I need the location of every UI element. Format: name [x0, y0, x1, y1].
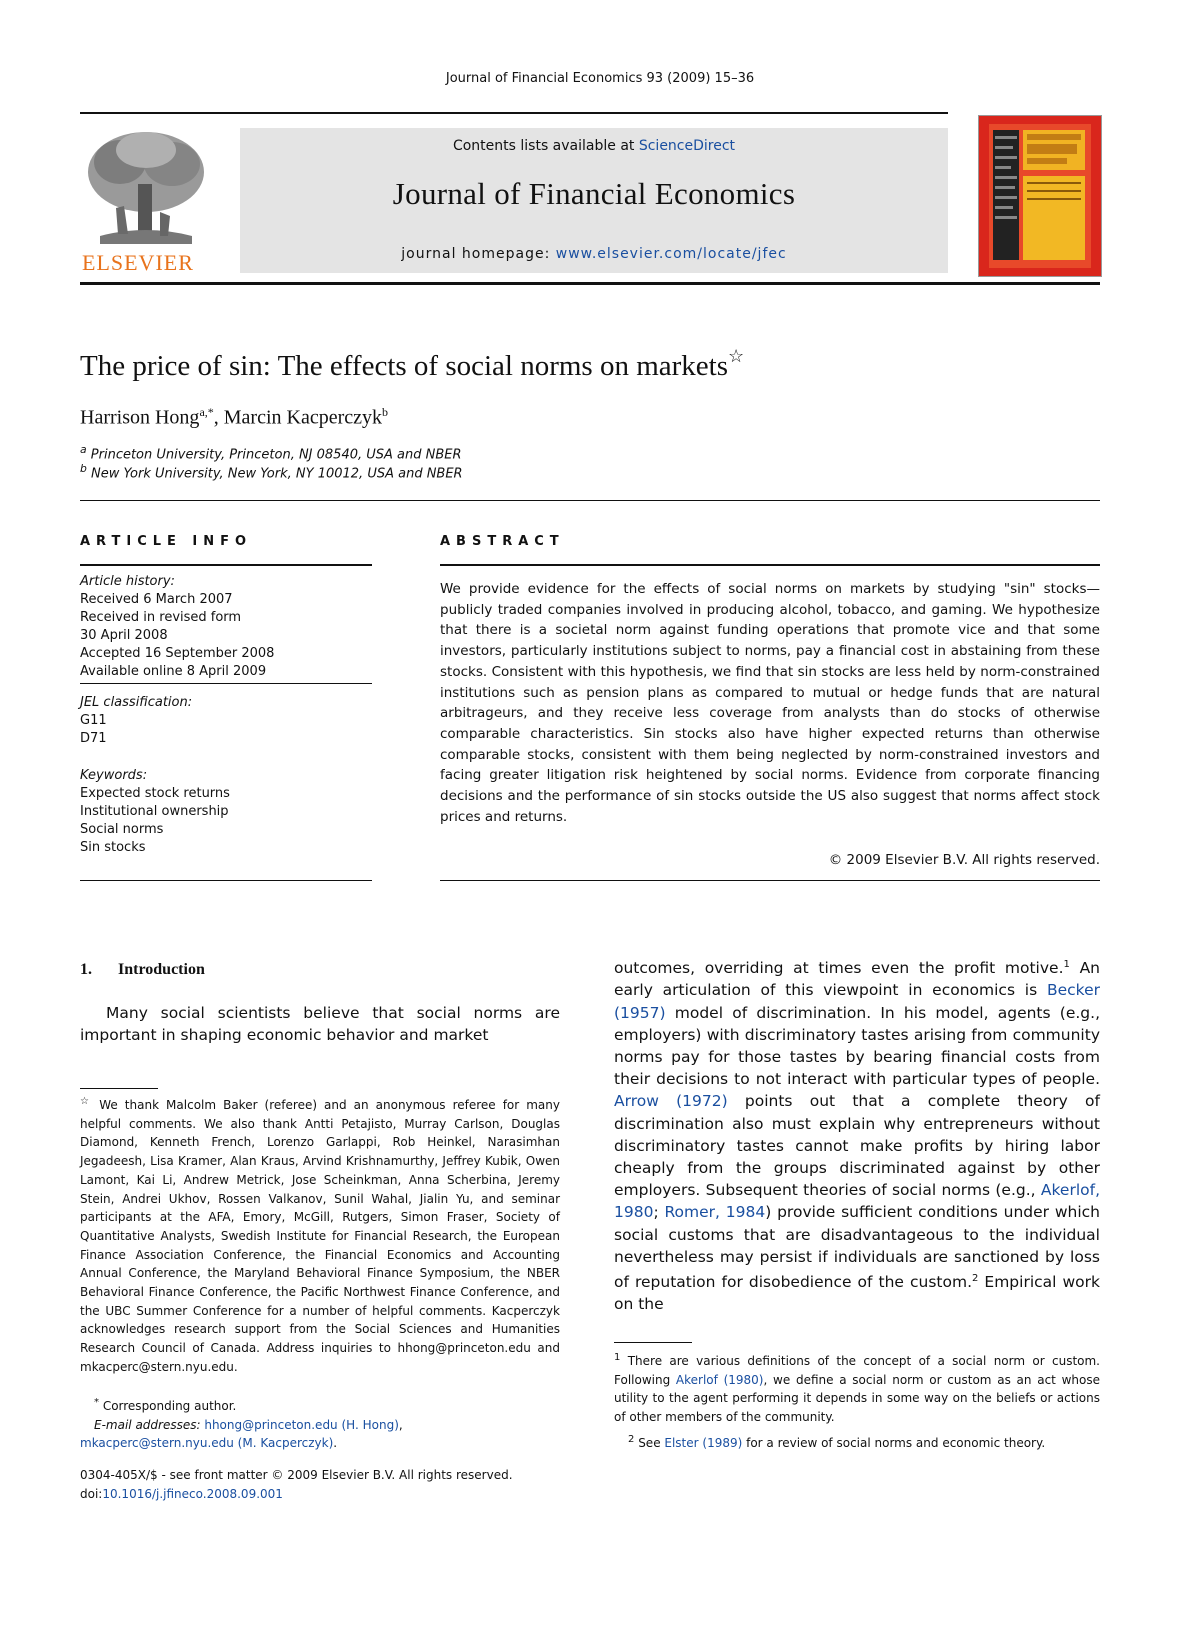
article-info-heading: ARTICLE INFO [80, 534, 253, 549]
doi-link[interactable]: 10.1016/j.jfineco.2008.09.001 [102, 1487, 283, 1501]
abstract-heading: ABSTRACT [440, 534, 565, 549]
journal-masthead [240, 128, 948, 273]
info-rule-bottom [80, 880, 372, 881]
author-separator: , [213, 406, 224, 429]
info-rule-mid [80, 683, 372, 684]
abstract-rule-top [440, 564, 1100, 566]
footnote-ref[interactable]: 2 [972, 1273, 979, 1284]
citation-link[interactable]: Elster (1989) [664, 1436, 743, 1450]
section-heading: Introduction [118, 961, 205, 978]
abstract-text: We provide evidence for the effects of social norms on markets by studying "sin" stocks—publicly traded companies involved in producing alcohol, tobacco, and gaming. We hypothesize that there is a societal norm against funding operations that promote vice and that some investors, particularly institutions subject to norms, pay a financial cost in abstaining from these stocks. Consistent with this hypothesis, we find that sin stocks are less held by norm-constrained institutions such as pension plans as compared to mutual or hedge funds that are natural arbitrageurs, and they receive less coverage from analysts than do stocks of otherwise comparable characteristics. Sin stocks also have higher expected returns than otherwise comparable stocks, consistent with them being neglected by norm-constrained investors and facing greater litigation risk heightened by social norms. Evidence from corporate financing decisions and the performance of sin stocks outside the US also suggest that norms affect stock prices and returns. [440, 581, 1100, 825]
body-text: points out that a complete theory of discrimination also must explain why entrepreneurs without discriminatory tastes cannot make profits by hiring labor cheaply from the groups discriminated against by other employers. Subsequent theories of social norms (e.g., [614, 1092, 1100, 1200]
acknowledgement-footnote [80, 1093, 560, 1377]
contents-prefix: Contents lists available at [452, 138, 639, 154]
citation-link[interactable]: Becker (1957) [614, 981, 1100, 1022]
abstract-copyright: © 2009 Elsevier B.V. All rights reserved. [828, 852, 1100, 868]
front-matter [80, 1466, 560, 1504]
citation-link[interactable]: Arrow (1972) [614, 1092, 728, 1111]
intro-right-column [614, 954, 1100, 1316]
footnote-text: for a review of social norms and economic theory. [742, 1436, 1046, 1450]
abstract-rule-bottom [440, 880, 1100, 881]
intro-paragraph: Many social scientists believe that social norms are important in shaping economic behavior and market [80, 1004, 560, 1044]
footnote-text: We thank Malcolm Baker (referee) and an anonymous referee for many helpful comments. We also thank Antti Petajisto, Murray Carlson, Douglas Diamond, Kenneth French, Lorenzo Garlappi, Rob Heinkel, Narasimhan Jegadeesh, Lisa Kramer, Alan Kraus, Arvind Krishnamurthy, Jeffrey Kubik, Owen Lamont, Kai Li, Andrew Metrick, Jose Scheinkman, Anna Scherbina, Jeremy Stein, Andrei Ukhov, Rossen Valkanov, Sunil Wahal, Jialin Yu, and seminar participants at the AFA, Emory, McGill, Rutgers, Simon Fraser, Society of Quantitative Analysts, Swedish Institute for Financial Research, the European Finance Association Conference, the Financial Economics and Accounting Annual Conference, the Maryland Behavioral Finance Symposium, the NBER Behavioral Finance Conference, the Pacific Northwest Finance Conference, and the UBC Summer Conference for a number of helpful comments. Kacperczyk acknowledges research support from the Social Sciences and Humanities Research Council of Canada. Address inquiries to hhong@princeton.edu and mkacperc@stern.nyu.edu. [80, 1098, 560, 1374]
front-matter-text: 0304-405X/$ - see front matter © 2009 Elsevier B.V. All rights reserved. [80, 1468, 513, 1482]
footnote-mark: 2 [628, 1434, 635, 1445]
sciencedirect-link[interactable]: ScienceDirect [638, 138, 736, 154]
title-footnote-mark[interactable]: ☆ [728, 346, 745, 366]
running-head: Journal of Financial Economics 93 (2009) 15–36 [445, 71, 755, 86]
footnote-1 [614, 1349, 1100, 1426]
history-item: 30 April 2008 [80, 628, 168, 643]
footnote-text: Corresponding author. [99, 1399, 237, 1413]
journal-name: Journal of Financial Economics [392, 176, 796, 211]
footnote-rule [614, 1342, 692, 1343]
title-block-rule [80, 500, 1100, 501]
doi-label: doi: [80, 1487, 103, 1501]
citation-link[interactable]: Akerlof, 1980 [614, 1181, 1100, 1222]
body-text: An early articulation of this viewpoint in economics is [614, 959, 1100, 1000]
info-rule-top [80, 564, 372, 566]
affiliation-a [80, 443, 462, 462]
header-rule [80, 112, 948, 114]
email-end: . [333, 1436, 338, 1450]
elsevier-wordmark: ELSEVIER [82, 250, 194, 275]
masthead-rule [80, 282, 1100, 285]
article-title [80, 346, 745, 383]
history-item: Received in revised form [80, 610, 242, 625]
email-link[interactable]: hhong@princeton.edu (H. Hong) [204, 1417, 399, 1432]
footnote-mark: * [94, 1397, 99, 1408]
citation-link[interactable]: Akerlof (1980) [675, 1372, 764, 1387]
footnote-text: There are various definitions of the concept of a social norm or custom. Following [614, 1354, 1100, 1387]
footnote-mark: ☆ [80, 1096, 93, 1107]
contents-line [240, 138, 948, 154]
homepage-line [240, 246, 948, 262]
keywords-label: Keywords: [80, 768, 148, 783]
keyword: Sin stocks [80, 840, 146, 855]
affiliation-mark: a [80, 443, 87, 456]
footnote-text: , we define a social norm or custom as an act whose utility to the agent performing it depends in some way on the beliefs or actions of other members of the community. [614, 1372, 1100, 1424]
body-text: ) provide sufficient conditions under which social customs that are disadvantageous to the individual nevertheless may persist if individuals are sanctioned by loss of reputation for disobedience of the custom. [614, 1203, 1100, 1292]
author-name: Harrison Hong [80, 406, 200, 429]
homepage-link[interactable]: www.elsevier.com/locate/jfec [555, 246, 787, 262]
jel-code: G11 [80, 713, 107, 728]
body-text: Empirical work on the [614, 1273, 1100, 1314]
history-item: Accepted 16 September 2008 [80, 646, 275, 661]
author-affiliation-mark[interactable]: a,* [199, 405, 214, 419]
journal-cover-image [978, 115, 1102, 277]
affiliation-text: Princeton University, Princeton, NJ 08540, USA and NBER [90, 447, 462, 463]
affiliation-b [80, 462, 463, 481]
keyword: Institutional ownership [80, 804, 229, 819]
section-number: 1. [80, 961, 92, 978]
citation-link[interactable]: Romer, 1984 [664, 1203, 766, 1222]
body-text: ; [653, 1203, 665, 1222]
email-link[interactable]: mkacperc@stern.nyu.edu (M. Kacperczyk) [80, 1436, 334, 1450]
author-list [80, 405, 388, 430]
footnote-mark: 1 [614, 1352, 621, 1363]
footnote-2 [614, 1431, 1100, 1453]
author-name: Marcin Kacperczyk [223, 406, 383, 429]
jel-label: JEL classification: [80, 695, 193, 710]
footnote-text: See [634, 1436, 665, 1450]
jel-code: D71 [80, 731, 107, 746]
footnote-ref[interactable]: 1 [1063, 959, 1070, 970]
corresponding-author-footnote [80, 1394, 560, 1453]
affiliation-mark: b [80, 462, 87, 475]
history-item: Available online 8 April 2009 [80, 664, 267, 679]
article-title-text: The price of sin: The effects of social norms on markets [80, 350, 729, 382]
keyword: Expected stock returns [80, 786, 230, 801]
history-item: Received 6 March 2007 [80, 592, 233, 607]
affiliation-text: New York University, New York, NY 10012, USA and NBER [91, 466, 463, 482]
author-affiliation-mark[interactable]: b [382, 405, 389, 419]
body-text: outcomes, overriding at times even the profit motive. [614, 959, 1064, 978]
body-text: model of discrimination. In his model, agents (e.g., employers) with discriminatory tastes arising from community norms pay for those tastes by bearing financial costs from their decisions to not interact with particular types of people. [614, 1003, 1100, 1089]
keyword: Social norms [80, 822, 164, 837]
homepage-prefix: journal homepage: [401, 246, 556, 262]
history-label: Article history: [80, 574, 175, 589]
email-label: E-mail addresses: [94, 1417, 205, 1432]
email-separator: , [398, 1417, 403, 1432]
footnote-rule [80, 1088, 158, 1089]
